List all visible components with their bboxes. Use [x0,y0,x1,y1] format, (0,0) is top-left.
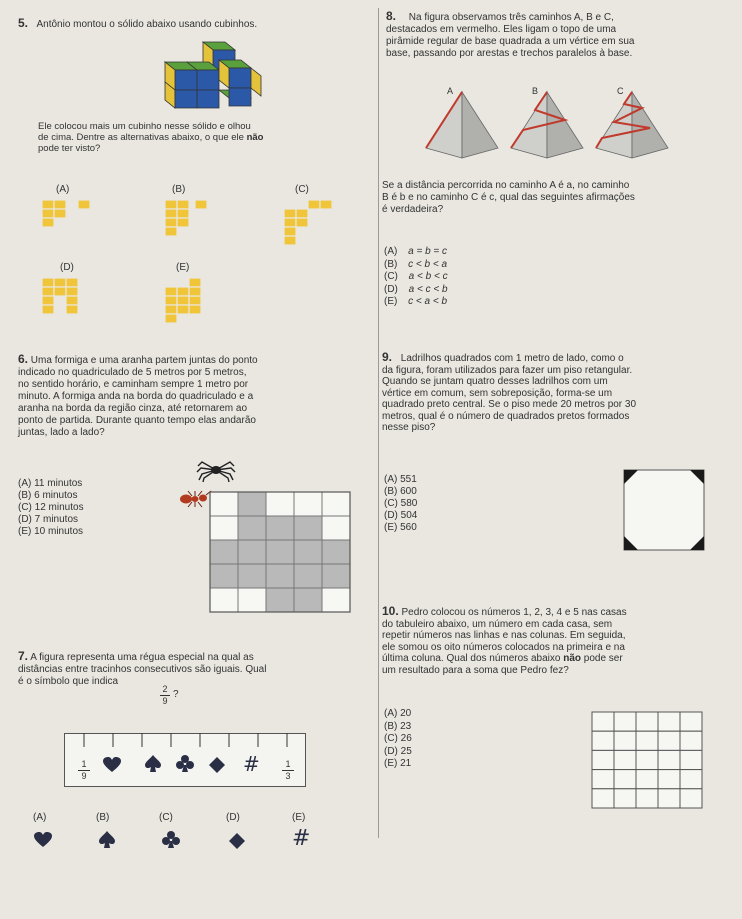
pyramid-b [509,90,585,160]
q6-option-d[interactable]: (D) 7 minutos [18,514,79,525]
question-8-prompt-line-3: é verdadeira? [382,204,444,215]
fraction-numerator: 2 [162,684,168,694]
pyramid-label-b: B [532,86,539,96]
question-5-number: 5. [18,16,29,30]
question-10-line-2: do tabuleiro abaixo, um número em cada casa, sem [382,618,613,630]
question-6-line-2: indicado no quadriculado de 5 metros por 5 metros, [18,367,247,378]
option-b-spade-icon [99,831,115,849]
spider-icon [196,458,236,482]
q6-option-e[interactable]: (E) 10 minutos [18,526,84,537]
question-6-line-7: juntas, lado a lado? [18,427,105,438]
q8-option-d[interactable] [384,284,448,297]
question-8 [386,10,732,60]
q6-option-a[interactable]: (A) 11 minutos [18,478,83,489]
question-7-line-2: distâncias entre tracinhos consecutivos são iguais. Qual [18,664,267,675]
question-7-number: 7. [18,649,29,663]
q8-option-b-expr: c < b < a [408,258,448,270]
question-5-line-3: pode ter visto? [38,143,101,154]
q7-option-e[interactable]: (E) [292,812,306,823]
option-e-hash-symbol: # [292,826,311,851]
q5-option-c-figure [284,200,354,250]
question-8-line-4: base, passando por arestas e trechos paralelos à base. [386,48,633,59]
q7-option-d[interactable]: (D) [226,812,240,823]
column-divider [378,8,379,838]
question-7-line-1: A figura representa uma régua especial na qual as [30,652,254,663]
q8-option-b-label: (B) [384,258,398,270]
q8-option-d-expr: a < c < b [408,283,448,295]
question-7 [18,650,368,688]
question-10-line-1: Pedro colocou os números 1, 2, 3, 4 e 5 nas casas [401,607,627,618]
q5-option-e-figure [165,278,225,328]
q8-option-e[interactable] [384,296,448,309]
question-6-line-5: aranha na borda da região cinza, até retornarem ao [18,403,248,414]
heart-icon [103,757,121,773]
tile-figure [624,470,704,550]
question-9-line-6: metros, qual é o número de quadrados pretos formados [382,410,630,422]
q9-option-b[interactable]: (B) 600 [384,486,417,497]
question-8-number: 8. [386,9,397,23]
q7-option-a[interactable]: (A) [33,812,47,823]
ruler-right-denominator: 3 [285,771,291,781]
question-6-line-4: minuto. A formiga anda na borda do quadriculado e a [18,391,254,402]
q9-option-a[interactable]: (A) 551 [384,474,417,485]
question-10-line-5b: pode ser [581,653,623,664]
pyramid-a [424,90,500,160]
question-5-text: Antônio montou o sólido abaixo usando cubinhos. [36,19,258,30]
option-a-heart-icon [34,832,52,848]
q8-option-d-label: (D) [384,283,398,295]
question-10-line-3: repetir números nas linhas e nas colunas. Em seguida, [382,630,626,641]
question-9-number: 9. [382,350,393,364]
question-5 [18,14,368,32]
q7-option-c[interactable]: (C) [159,812,173,823]
q8-option-e-expr: c < a < b [408,296,448,307]
question-6-line-6: ponto de partida. Durante quanto tempo elas andarão [18,415,256,426]
q8-option-a-label: (A) [384,246,398,257]
question-8-prompt [382,180,732,216]
club-icon [176,754,194,773]
diamond-icon [209,757,225,773]
pyramid-label-a: A [447,86,454,96]
ruler-left-denominator: 9 [81,771,87,781]
question-8-line-3: pirâmide regular de base quadrada a um vértice em sua [386,36,635,47]
question-10-number: 10. [382,604,399,618]
option-c-club-icon [162,830,180,849]
question-6-line-1: Uma formiga e uma aranha partem juntas do ponto [30,355,258,366]
q8-option-b[interactable] [384,259,448,272]
question-10 [382,606,734,676]
q6-options [18,478,84,538]
q10-option-d[interactable]: (D) 25 [384,745,412,757]
pyramid-c [594,90,670,160]
q5-option-d-label[interactable]: (D) [60,262,74,273]
q8-option-c-label: (C) [384,271,398,282]
question-5-instruction [38,121,364,154]
q8-option-a[interactable] [384,246,448,259]
q7-option-b[interactable]: (B) [96,812,110,823]
emphasis-nao: não [246,132,264,143]
option-d-diamond-icon [229,833,245,849]
q10-options [384,708,412,771]
question-9-line-3: Quando se juntam quatro desses ladrilhos com um [382,376,608,387]
question-7-qmark: ? [173,689,179,700]
question-9-line-2: da figura, foram utilizados para fazer um piso retangular. [382,364,633,376]
question-6-line-3: no sentido horário, e caminham sempre 1 metro por [18,379,249,390]
q6-option-b[interactable]: (B) 6 minutos [18,490,78,501]
question-9-line-4: vértice em comum, sem sobreposição, forma-se um [382,387,613,399]
ruler-right-numerator: 1 [285,759,291,769]
question-8-line-2: destacados em vermelho. Eles ligam o topo de uma [386,24,617,35]
question-10-line-5: última coluna. Qual dos números abaixo [382,653,564,664]
q5-option-a-label[interactable]: (A) [56,184,70,195]
question-6-number: 6. [18,352,29,366]
q5-option-b-label[interactable]: (B) [172,184,186,195]
q5-option-b-figure [165,200,225,250]
ant-icon [178,490,212,508]
question-7-line-3: é o símbolo que indica [18,676,119,687]
q9-options [384,474,417,534]
q10-option-a[interactable]: (A) 20 [384,708,412,719]
q8-option-a-expr: a = b = c [408,246,448,257]
question-10-line-6: um resultado para a soma que Pedro fez? [382,664,569,676]
q5-option-e-label[interactable]: (E) [176,262,190,273]
q9-option-e[interactable]: (E) 560 [384,522,417,533]
ruler-label-one-third [282,760,294,781]
q5-option-a-figure [42,200,102,240]
emphasis-nao: não [563,653,581,664]
question-9-line-7: nesse piso? [382,422,436,433]
ruler-ticks [64,733,306,753]
q8-option-e-label: (E) [384,296,398,307]
fraction-denominator: 9 [162,696,168,706]
question-9-line-5: quadrado preto central. Se o piso mede 20 metros por 30 [382,399,637,410]
q10-option-b[interactable]: (B) 23 [384,720,412,732]
q5-option-c-label[interactable]: (C) [295,184,309,195]
q6-option-c[interactable]: (C) 12 minutos [18,502,84,513]
board-grid [592,712,702,808]
question-10-line-4: ele somou os oito números colocados na primeira e na [382,641,625,653]
q6-grid [210,492,350,612]
question-9 [382,352,734,434]
question-7-fraction [160,685,170,706]
question-8-line-1: Na figura observamos três caminhos A, B e C, [408,12,614,23]
q10-option-e[interactable]: (E) 21 [384,758,412,769]
q8-options [384,246,448,309]
spade-icon [145,755,161,773]
question-8-prompt-line-2: B é b e no caminho C é c, qual das seguintes afirmações [382,192,635,203]
question-5-line-1: Ele colocou mais um cubinho nesse sólido e olhou [38,121,251,132]
ruler-label-one-ninth [78,760,90,781]
q8-option-c-expr: a < b < c [408,271,448,282]
q8-option-c[interactable] [384,271,448,284]
question-9-line-1: Ladrilhos quadrados com 1 metro de lado, como o [400,353,624,364]
ruler-left-numerator: 1 [81,759,87,769]
question-6 [18,353,368,439]
hash-symbol: # [243,752,260,776]
question-5-line-2: de cima. Dentre as alternativas abaixo, o que ele [38,132,247,143]
q9-option-d[interactable]: (D) 504 [384,510,418,521]
q9-option-c[interactable]: (C) 580 [384,498,418,509]
pyramid-label-c: C [617,86,624,96]
q5-option-d-figure [42,278,102,328]
cube-solid-figure [155,40,275,110]
q10-option-c[interactable]: (C) 26 [384,733,412,744]
question-8-prompt-line-1: Se a distância percorrida no caminho A é a, no caminho [382,180,630,191]
